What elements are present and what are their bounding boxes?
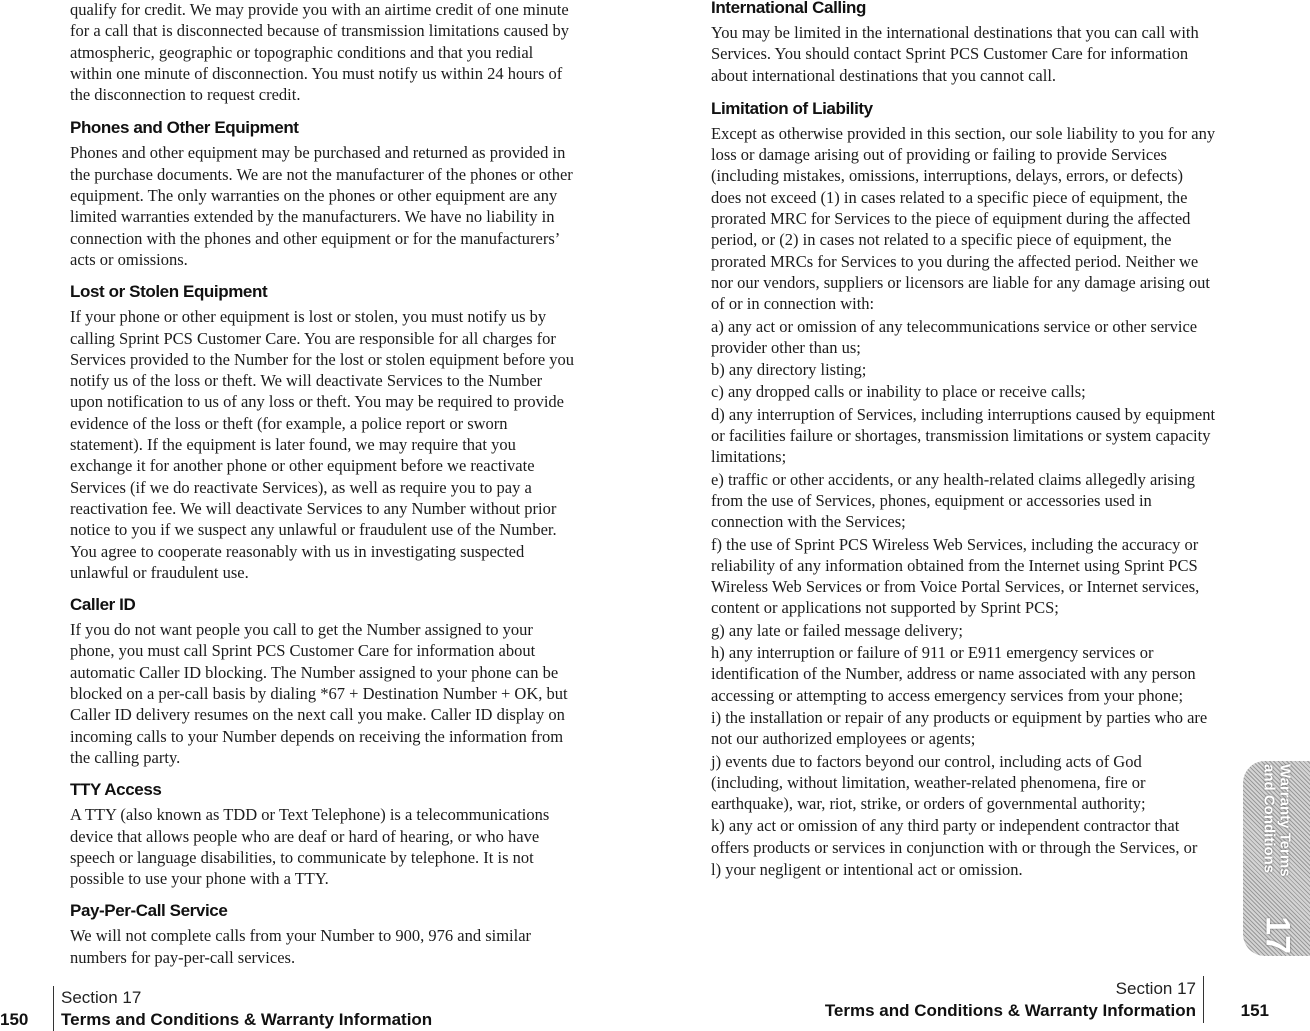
section-heading: Caller ID (70, 595, 136, 615)
footer-divider (1203, 976, 1204, 1023)
liability-list (711, 316, 1217, 881)
footer-title: Terms and Conditions & Warranty Information (61, 1010, 433, 1029)
liability-list-item: f) the use of Sprint PCS Wireless Web Services, including the accuracy or reliability of any information obtained from the Internet using Sprint PCS Wireless Web Services or from Voice Portal Services, or Internet services, content or applications not supported by Sprint PCS; (711, 534, 1200, 618)
section-body: You may be limited in the international destinations that you can call with Services. You should contact Sprint PCS Customer Care for information about international destinations that you cannot call. (711, 23, 1199, 85)
right-page (711, 0, 1217, 892)
right-page-footer (710, 976, 1310, 1031)
liability-list-item: h) any interruption or failure of 911 or E911 emergency services or identification of the Number, address or name associated with any person accessing or attempting to access emergency services from your phone; (711, 643, 1196, 705)
section-heading: Limitation of Liability (711, 98, 873, 118)
page-number: 150 (0, 1010, 29, 1029)
liability-list-item: k) any act or omission of any third party or independent contractor that offers products or services in conjunction with or through the Services, or (711, 816, 1198, 857)
section-heading: Pay-Per-Call Service (70, 901, 228, 921)
section-tty-access (70, 780, 576, 889)
section-limitation-liability (711, 99, 1217, 880)
footer-divider (53, 986, 54, 1031)
liability-list-item: l) your negligent or intentional act or omission. (711, 859, 1023, 879)
section-side-tab (1243, 761, 1310, 956)
side-tab-content (1257, 764, 1296, 954)
footer-title: Terms and Conditions & Warranty Information (824, 1001, 1196, 1020)
section-pay-per-call (70, 901, 576, 968)
liability-list-item: c) any dropped calls or inability to place or receive calls; (711, 382, 1086, 402)
footer-section-label: Section 17 (61, 988, 142, 1007)
liability-list-item: g) any late or failed message delivery; (711, 620, 963, 640)
section-body: A TTY (also known as TDD or Text Telephone) is a telecommunications device that allows people who are deaf or hard of hearing, or who have speech or language disabilities, to communicate by telephone. It is not possible to use your phone with a TTY. (70, 805, 550, 889)
section-heading: TTY Access (70, 780, 162, 800)
left-page (70, 0, 576, 980)
liability-list-item: a) any act or omission of any telecommunications service or other service provider other than us; (711, 316, 1198, 357)
section-body: If your phone or other equipment is lost or stolen, you must notify us by calling Sprint PCS Customer Care. You are responsible for all charges for Services provided to the Number for the lost or stolen equipment before you notify us of the loss or theft. We will deactivate Services to the Number upon notification to us of any loss or theft. You may be required to provide evidence of the loss or theft (for example, a police report or sworn statement). If the equipment is later found, we may require that you exchange it for another phone or other equipment before we reactivate Services (if we do reactivate Services), as well as require you to pay a reactivation fee. We will deactivate Services to any Number without prior notice to you if we suspect any unlawful or fraudulent use of the Number. You agree to cooperate reasonably with us in investigating suspected unlawful or fraudulent use. (70, 307, 575, 582)
section-phones-equipment (70, 118, 576, 270)
footer-section-label: Section 17 (1115, 979, 1196, 998)
page-number: 151 (1240, 1001, 1269, 1020)
section-body: Except as otherwise provided in this section, our sole liability to you for any loss or damage arising out of providing or failing to provide Services (including mistakes, omissions, interruptions, delays, errors, or defects) does not exceed (1) in cases related to a specific piece of equipment, the prorated MRC for Services to the piece of equipment during the affected period, or (2) in cases not related to a specific piece of equipment, the prorated MRCs for Services to you during the affected period. Neither we nor our vendors, suppliers or licensors are liable for any damage arising out of or in connection with: (711, 123, 1216, 314)
section-caller-id (70, 595, 576, 768)
liability-list-item: b) any directory listing; (711, 360, 867, 380)
section-lost-stolen (70, 282, 576, 583)
side-tab-label: Warranty Terms and Conditions (1260, 763, 1294, 877)
liability-list-item: e) traffic or other accidents, or any health-related claims allegedly arising from the use of Services, phones, equipment or accessories used in connection with the Services; (711, 469, 1195, 532)
section-heading: International Calling (711, 0, 867, 17)
section-heading: Lost or Stolen Equipment (70, 282, 268, 302)
left-page-footer (0, 986, 600, 1031)
section-body: If you do not want people you call to get the Number assigned to your phone, you must call Sprint PCS Customer Care for information about automatic Caller ID blocking. The Number assigned to your phone can be blocked on a per-call basis by dialing *67 + Destination Number + OK, but Caller ID delivery resumes on the next call you make. Caller ID display on incoming calls to your Number depends on receiving the information from the calling party. (70, 620, 568, 767)
section-body: Phones and other equipment may be purchased and returned as provided in the purchase documents. We are not the manufacturer of the phones or other equipment. The only warranties on the phones or other equipment are any limited warranties extended by the manufacturers. We have no liability in connection with the phones and other equipment or for the manufacturers’ acts or omissions. (70, 143, 573, 269)
section-body: We will not complete calls from your Number to 900, 976 and similar numbers for pay-per-call services. (70, 926, 532, 967)
liability-list-item: j) events due to factors beyond our control, including acts of God (including, without limitation, weather-related phenomena, fire or earthquake), war, riot, strike, or orders of governmental authority; (711, 751, 1146, 814)
section-heading: Phones and Other Equipment (70, 118, 299, 138)
side-tab-number: 17 (1258, 915, 1296, 954)
liability-list-item: d) any interruption of Services, including interruptions caused by equipment or facilities failure or shortages, transmission limitations or system capacity limitations; (711, 404, 1216, 467)
liability-list-item: i) the installation or repair of any products or equipment by parties who are not our authorized employees or agents; (711, 707, 1208, 749)
section-international-calling (711, 0, 1217, 86)
intro-paragraph: qualify for credit. We may provide you with an airtime credit of one minute for a call that is disconnected because of transmission limitations caused by atmospheric, geographic or topographic conditions and that you redial within one minute of disconnection. You must notify us within 24 hours of the disconnection to request credit. (70, 0, 569, 105)
